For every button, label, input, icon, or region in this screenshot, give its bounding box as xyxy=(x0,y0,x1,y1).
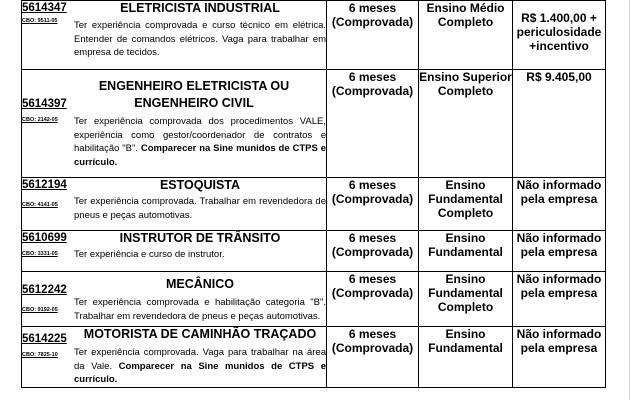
job-description-cell xyxy=(22,231,327,272)
job-description-cell xyxy=(22,327,327,388)
table-row xyxy=(22,178,606,231)
job-title: MECÂNICO xyxy=(165,277,235,291)
job-title: ELETRICISTA INDUSTRIAL xyxy=(120,1,280,15)
cbo-code: CBO: 2142-05 xyxy=(22,117,58,123)
job-code: 5614225 xyxy=(22,333,67,345)
cbo-code: CBO: 4141-05 xyxy=(22,202,58,208)
table-row xyxy=(22,327,606,388)
experience-cell: 6 meses (Comprovada) xyxy=(327,1,419,70)
job-description-cell xyxy=(22,272,327,327)
cbo-code: CBO: 9192-05 xyxy=(22,307,58,313)
salary-cell: Não informado pela empresa xyxy=(513,231,606,272)
job-description xyxy=(74,19,326,60)
job-description xyxy=(74,195,326,222)
table-row xyxy=(22,272,606,327)
job-description xyxy=(74,248,326,262)
experience-cell: 6 meses (Comprovada) xyxy=(327,272,419,327)
description-text: Ter experiência comprovada e habilitação categoria "B". Trabalhar em revendedora de pneus e peças automotivas. xyxy=(74,297,326,322)
cbo-code: CBO: 7825-10 xyxy=(22,352,58,358)
education-cell: Ensino Fundamental xyxy=(419,327,513,388)
job-description xyxy=(74,115,326,169)
job-description-cell xyxy=(22,70,327,178)
description-text: Ter experiência e curso de instrutor. xyxy=(74,249,225,260)
job-code: 5610699 xyxy=(22,232,67,244)
table-row xyxy=(22,231,606,272)
description-bold-text: Comparecer na Sine munidos de CTPS e currículo. xyxy=(74,143,326,168)
experience-cell: 6 meses (Comprovada) xyxy=(327,327,419,388)
education-cell: Ensino Fundamental xyxy=(419,231,513,272)
description-text: Ter experiência comprovada dos procedimentos VALE, experiência como gestor/coordenador de contratos e habilitação "B". xyxy=(74,116,326,154)
page-edge-line xyxy=(629,0,630,400)
education-cell: Ensino Fundamental Completo xyxy=(419,178,513,231)
description-bold-text: Comparecer na Sine munidos de CTPS e currículo. xyxy=(74,360,326,385)
job-code: 5614347 xyxy=(22,2,67,14)
job-description-cell xyxy=(22,178,327,231)
cbo-code: CBO: 3331-05 xyxy=(22,251,58,257)
job-code: 5614397 xyxy=(22,98,67,110)
salary-cell: Não informado pela empresa xyxy=(513,272,606,327)
experience-cell: 6 meses (Comprovada) xyxy=(327,178,419,231)
salary-cell: Não informado pela empresa xyxy=(513,178,606,231)
table-row xyxy=(22,1,606,70)
experience-cell: 6 meses (Comprovada) xyxy=(327,231,419,272)
job-code: 5612194 xyxy=(22,179,67,191)
education-cell: Ensino Médio Completo xyxy=(419,1,513,70)
description-text: Ter experiência comprovada. Trabalhar em revendedora de pneus e peças automotivas. xyxy=(74,196,326,221)
job-description-cell xyxy=(22,1,327,70)
salary-cell: R$ 1.400,00 + periculosidade +incentivo xyxy=(513,1,606,70)
description-text: Ter experiência comprovada. Vaga para trabalhar na área da Vale. xyxy=(74,347,326,372)
salary-cell: R$ 9.405,00 xyxy=(513,70,606,178)
job-listings-table xyxy=(21,0,606,388)
salary-cell: Não informado pela empresa xyxy=(513,327,606,388)
education-cell: Ensino Fundamental Completo xyxy=(419,272,513,327)
description-text: Ter experiência comprovada e curso técnico em elétrica. Entender de comandos elétricos. Vaga para trabalhar em empresa de tecidos. xyxy=(74,20,326,58)
education-cell: Ensino Superior Completo xyxy=(419,70,513,178)
job-description xyxy=(74,296,326,323)
experience-cell: 6 meses (Comprovada) xyxy=(327,70,419,178)
job-title: INSTRUTOR DE TRÂNSITO xyxy=(119,231,281,245)
job-code: 5612242 xyxy=(22,284,67,296)
table-row xyxy=(22,70,606,178)
job-description xyxy=(74,346,326,387)
job-title: ESTOQUISTA xyxy=(159,178,241,192)
job-title: ENGENHEIRO ELETRICISTA OU ENGENHEIRO CIVIL xyxy=(98,79,290,110)
cbo-code: CBO: 9511-05 xyxy=(22,18,58,24)
job-title: MOTORISTA DE CAMINHÃO TRAÇADO xyxy=(83,327,317,341)
